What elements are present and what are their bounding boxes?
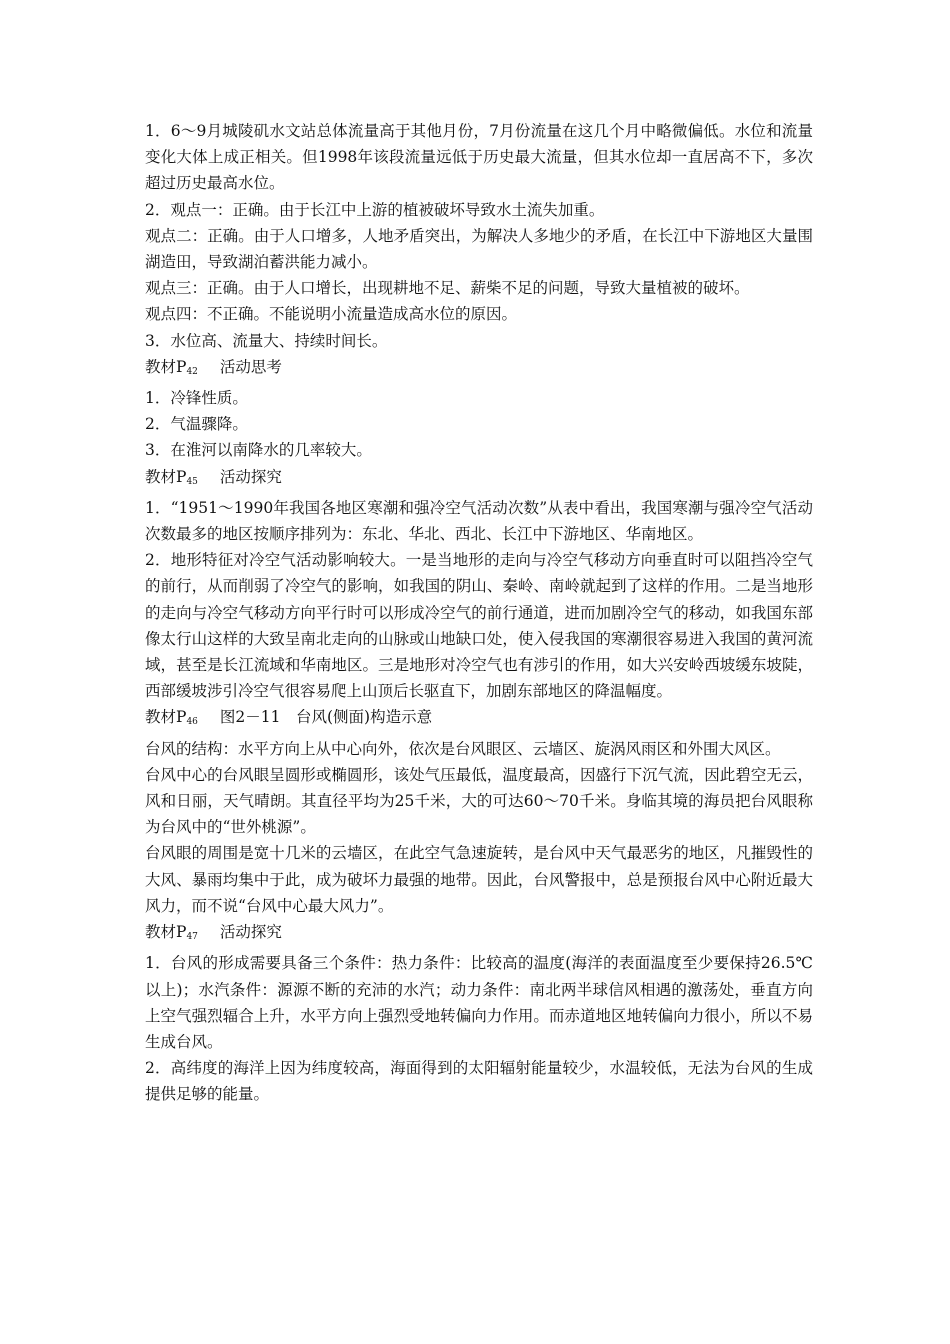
page-number: 46: [186, 717, 198, 728]
heading-title: 活动探究: [219, 923, 282, 942]
heading-title: 活动思考: [219, 357, 282, 376]
paragraph: 1．台风的形成需要具备三个条件：热力条件：比较高的温度(海洋的表面温度至少要保持26.5℃以上)；水汽条件：源源不断的充沛的水汽；动力条件：南北两半球信风相遇的激荡处，垂直方向上空气强烈辐合上升，水平方向上强烈受地转偏向力作用。而赤道地区地转偏向力很小，所以不易生成台风。: [145, 954, 813, 1051]
section-heading: [145, 704, 813, 735]
document-body: [145, 118, 813, 1108]
heading-title: 活动探究: [219, 467, 282, 486]
paragraph: 观点四：不正确。不能说明小流量造成高水位的原因。: [145, 305, 518, 324]
paragraph: 3．水位高、流量大、持续时间长。: [145, 331, 388, 350]
paragraph: 观点三：正确。由于人口增长，出现耕地不足、薪柴不足的问题，导致大量植被的破坏。: [145, 279, 750, 298]
paragraph: 1．冷锋性质。: [145, 389, 248, 408]
page-number: 45: [186, 476, 198, 487]
section-heading: [145, 464, 813, 495]
paragraph: 台风眼的周围是宽十几米的云墙区，在此空气急速旋转，是台风中天气最恶劣的地区，凡摧毁性的大风、暴雨均集中于此，成为破坏力最强的地带。因此，台风警报中，总是预报台风中心附近最大风力，而不说“台风中心最大风力”。: [145, 844, 813, 915]
heading-prefix: 教材P: [145, 467, 187, 486]
paragraph: 台风中心的台风眼呈圆形或椭圆形，该处气压最低，温度最高，因盛行下沉气流，因此碧空无云，风和日丽，天气晴朗。其直径平均为25千米，大的可达60～70千米。身临其境的海员把台风眼称为台风中的“世外桃源”。: [145, 765, 813, 837]
page-number: 47: [186, 932, 198, 943]
section-heading: [145, 919, 813, 950]
paragraph: 2．高纬度的海洋上因为纬度较高，海面得到的太阳辐射能量较少，水温较低，无法为台风的生成提供足够的能量。: [145, 1059, 813, 1104]
heading-title: 图2－11 台风(侧面)构造示意: [219, 708, 433, 727]
heading-prefix: 教材P: [145, 923, 187, 942]
section-heading: [145, 354, 813, 385]
paragraph: 1．6～9月城陵矶水文站总体流量高于其他月份，7月份流量在这几个月中略微偏低。水位和流量变化大体上成正相关。但1998年该段流量远低于历史最大流量，但其水位却一直居高不下，多次超过历史最高水位。: [145, 122, 813, 193]
paragraph: 3．在淮河以南降水的几率较大。: [145, 441, 372, 460]
paragraph: 台风的结构：水平方向上从中心向外，依次是台风眼区、云墙区、旋涡风雨区和外围大风区。: [145, 739, 781, 758]
page-number: 42: [186, 366, 198, 377]
paragraph: 2．气温骤降。: [145, 415, 248, 434]
paragraph: 2．观点一：正确。由于长江中上游的植被破坏导致水土流失加重。: [145, 200, 605, 219]
paragraph: 1．“1951～1990年我国各地区寒潮和强冷空气活动次数”从表中看出，我国寒潮与强冷空气活动次数最多的地区按顺序排列为：东北、华北、西北、长江中下游地区、华南地区。: [145, 498, 813, 544]
paragraph: 观点二：正确。由于人口增多，人地矛盾突出，为解决人多地少的矛盾，在长江中下游地区大量围湖造田，导致湖泊蓄洪能力减小。: [145, 226, 813, 272]
paragraph: 2．地形特征对冷空气活动影响较大。一是当地形的走向与冷空气移动方向垂直时可以阻挡冷空气的前行，从而削弱了冷空气的影响，如我国的阴山、秦岭、南岭就起到了这样的作用。二是当地形的走向与冷空气移动方向平行时可以形成冷空气的前行通道，进而加剧冷空气的移动，如我国东部像太行山这样的大致呈南北走向的山脉或山地缺口处，使入侵我国的寒潮很容易进入我国的黄河流域，甚至是长江流域和华南地区。三是地形对冷空气也有涉引的作用，如大兴安岭西坡缓东坡陡，西部缓坡涉引冷空气很容易爬上山顶后长驱直下，加剧东部地区的降温幅度。: [145, 551, 813, 701]
heading-prefix: 教材P: [145, 357, 187, 376]
heading-prefix: 教材P: [145, 708, 187, 727]
